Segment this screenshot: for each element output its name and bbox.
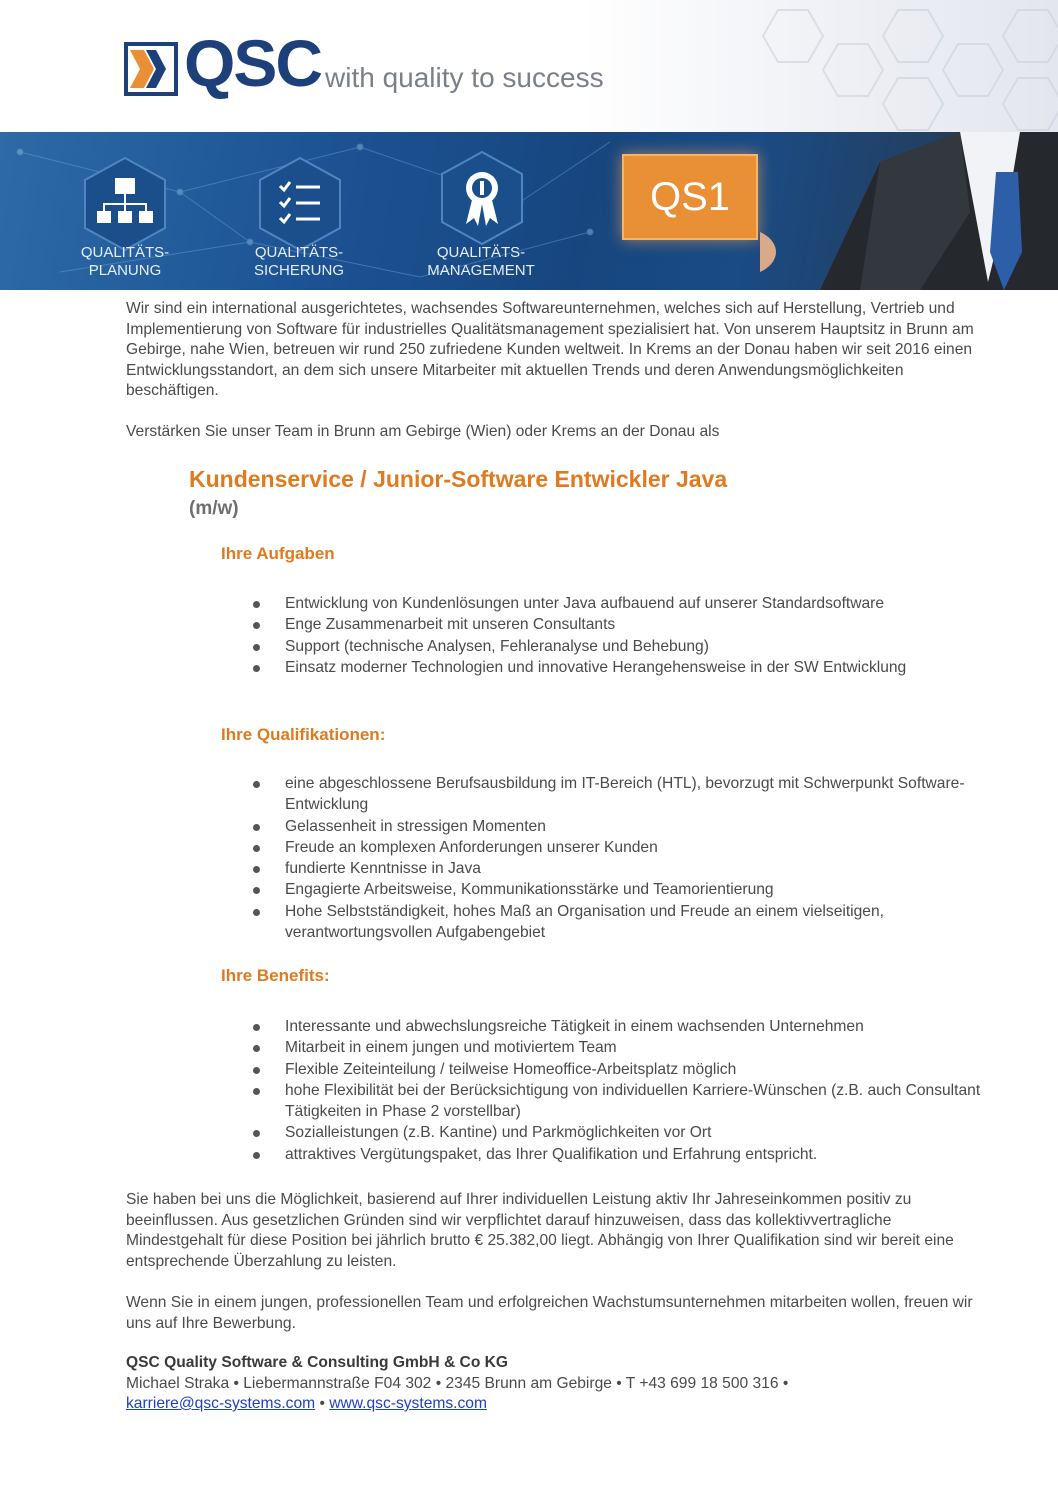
- list-item-text: hohe Flexibilität bei der Berücksichtigung von individuellen Karriere-Wünschen (z.B. auch Consultant Tätigkeiten in Phase 2 vorstellbar): [285, 1081, 981, 1121]
- bullet-icon: [253, 1152, 260, 1159]
- intro-paragraph: Wir sind ein international ausgerichtetes, wachsendes Softwareunternehmen, welches sich auf Herstellung, Vertrieb und Implementierung von Software für industrielles Qualitätsmanagement spezialisiert hat. Von unserem Hauptsitz in Brunn am Gebirge, nahe Wien, betreuen wir rund 250 zufriedene Kunden weltweit. In Krems an der Donau haben wir seit 2016 einen Entwicklungsstandort, an dem sich unsere Mitarbeiter mit aktuellen Trends und deren Anwendungsmöglichkeiten beschäftigen.: [126, 300, 974, 399]
- qsc-logo-icon: [124, 42, 178, 96]
- list-item: [253, 1122, 993, 1143]
- list-item-text: Support (technische Analysen, Fehleranalyse und Behebung): [285, 637, 709, 655]
- org-chart-icon: [83, 156, 167, 252]
- bullet-icon: [253, 1067, 260, 1074]
- list-item: [253, 593, 993, 614]
- bullet-icon: [253, 1045, 260, 1052]
- qs1-button-graphic: QS1: [622, 154, 758, 240]
- bullet-icon: [253, 1024, 260, 1031]
- bullet-icon: [253, 622, 260, 629]
- list-item-text: eine abgeschlossene Berufsausbildung im IT-Bereich (HTL), bevorzugt mit Schwerpunkt Software-Entwicklung: [285, 775, 965, 814]
- list-item-text: Sozialleistungen (z.B. Kantine) und Parkmöglichkeiten vor Ort: [285, 1124, 712, 1142]
- qualifications-list: [253, 773, 993, 943]
- list-item-text: attraktives Vergütungspaket, das Ihrer Qualifikation und Erfahrung entspricht.: [285, 1145, 818, 1163]
- page-header: [0, 0, 1058, 132]
- email-link[interactable]: karriere@qsc-systems.com: [126, 1395, 316, 1412]
- invite-paragraph: Verstärken Sie unser Team in Brunn am Gebirge (Wien) oder Krems an der Donau als: [126, 422, 720, 440]
- bullet-icon: [253, 665, 260, 672]
- closing-paragraph: Wenn Sie in einem jungen, professionellen Team und erfolgreichen Wachstumsunternehmen mitarbeiten wollen, freuen wir uns auf Ihre Bewerbung.: [126, 1294, 973, 1332]
- award-ribbon-icon: [440, 150, 524, 246]
- benefits-heading: Ihre Benefits:: [221, 966, 330, 985]
- list-item-text: Enge Zusammenarbeit mit unseren Consultants: [285, 616, 616, 634]
- bullet-icon: [253, 887, 260, 894]
- contact-line: Michael Straka • Liebermannstraße F04 302 • 2345 Brunn am Gebirge • T +43 699 18 500 316 •: [126, 1375, 789, 1392]
- list-item: [253, 1037, 993, 1058]
- list-item-text: Freude an komplexen Anforderungen unserer Kunden: [285, 838, 658, 856]
- bullet-icon: [253, 644, 260, 651]
- bullet-icon: [253, 909, 260, 916]
- salary-paragraph: Sie haben bei uns die Möglichkeit, basierend auf Ihrer individuellen Leistung aktiv Ihr Jahreseinkommen positiv zu beeinflussen. Aus gesetzlichen Gründen sind wir verpflichtet darauf hinzuweisen, dass das kollektivvertragliche Mindestgehalt für diese Position bei jährlich brutto € 25.382,00 liegt. Abhängig von Ihrer Qualifikation sind wir bereit eine entsprechende Überzahlung zu leisten.: [126, 1191, 954, 1270]
- list-item: [253, 657, 925, 678]
- qualifications-heading: Ihre Qualifikationen:: [221, 725, 386, 744]
- intro-block: [126, 299, 986, 442]
- checklist-icon: [258, 156, 342, 252]
- company-name: QSC Quality Software & Consulting GmbH & Co KG: [126, 1354, 509, 1371]
- list-item-text: Flexible Zeiteinteilung / teilweise Homeoffice-Arbeitsplatz möglich: [285, 1060, 737, 1078]
- badge-line: MANAGEMENT: [427, 262, 535, 279]
- website-link[interactable]: www.qsc-systems.com: [329, 1395, 487, 1412]
- list-item: [253, 858, 993, 879]
- hero-banner: [0, 132, 1058, 290]
- benefits-list: [253, 1016, 993, 1165]
- badge-label-planung: [50, 244, 200, 280]
- link-separator: •: [315, 1395, 330, 1412]
- list-item: [253, 1080, 985, 1123]
- list-item: [253, 837, 993, 858]
- list-item: [253, 1059, 993, 1080]
- bullet-icon: [253, 781, 260, 788]
- badge-line: QUALITÄTS-: [254, 244, 344, 261]
- bullet-icon: [253, 601, 260, 608]
- badge-line: QUALITÄTS-: [80, 244, 170, 261]
- list-item: [253, 614, 993, 635]
- bullet-icon: [253, 845, 260, 852]
- list-item: [253, 879, 993, 900]
- list-item-text: Gelassenheit in stressigen Momenten: [285, 817, 546, 835]
- bullet-icon: [253, 824, 260, 831]
- list-item: [253, 636, 993, 657]
- businessman-image: [760, 132, 1058, 290]
- tasks-list: [253, 593, 993, 678]
- badge-line: PLANUNG: [88, 262, 162, 279]
- list-item: [253, 773, 993, 816]
- badge-label-sicherung: [224, 244, 374, 280]
- badge-line: SICHERUNG: [253, 262, 344, 279]
- list-item: [253, 1144, 993, 1165]
- contact-links: [126, 1395, 487, 1413]
- list-item: [253, 816, 993, 837]
- job-subtitle: (m/w): [189, 498, 239, 519]
- list-item-text: Mitarbeit in einem jungen und motiviertem Team: [285, 1039, 617, 1057]
- badge-line: QUALITÄTS-: [436, 244, 526, 261]
- list-item-text: Interessante und abwechslungsreiche Tätigkeit in einem wachsenden Unternehmen: [285, 1018, 864, 1035]
- hexagon-pattern: [718, 0, 1058, 132]
- list-item: [253, 1016, 993, 1037]
- list-item: [253, 901, 1005, 944]
- bullet-icon: [253, 1088, 260, 1095]
- list-item-text: Einsatz moderner Technologien und innovative Herangehensweise in der SW Entwicklung: [285, 658, 907, 676]
- logo-text: QSC: [184, 26, 322, 100]
- badge-label-management: [406, 244, 556, 280]
- bullet-icon: [253, 1130, 260, 1137]
- list-item-text: Hohe Selbstständigkeit, hohes Maß an Organisation und Freude an einem vielseitigen, verantwortungsvollen Aufgabengebiet: [285, 902, 884, 942]
- tasks-heading: Ihre Aufgaben: [221, 544, 335, 563]
- list-item-text: Engagierte Arbeitsweise, Kommunikationsstärke und Teamorientierung: [285, 881, 774, 899]
- bullet-icon: [253, 866, 260, 873]
- job-title: Kundenservice / Junior-Software Entwickler Java: [189, 466, 728, 492]
- list-item-text: fundierte Kenntnisse in Java: [285, 860, 481, 878]
- tagline: with quality to success: [325, 62, 604, 93]
- list-item-text: Entwicklung von Kundenlösungen unter Java aufbauend auf unserer Standardsoftware: [285, 595, 885, 612]
